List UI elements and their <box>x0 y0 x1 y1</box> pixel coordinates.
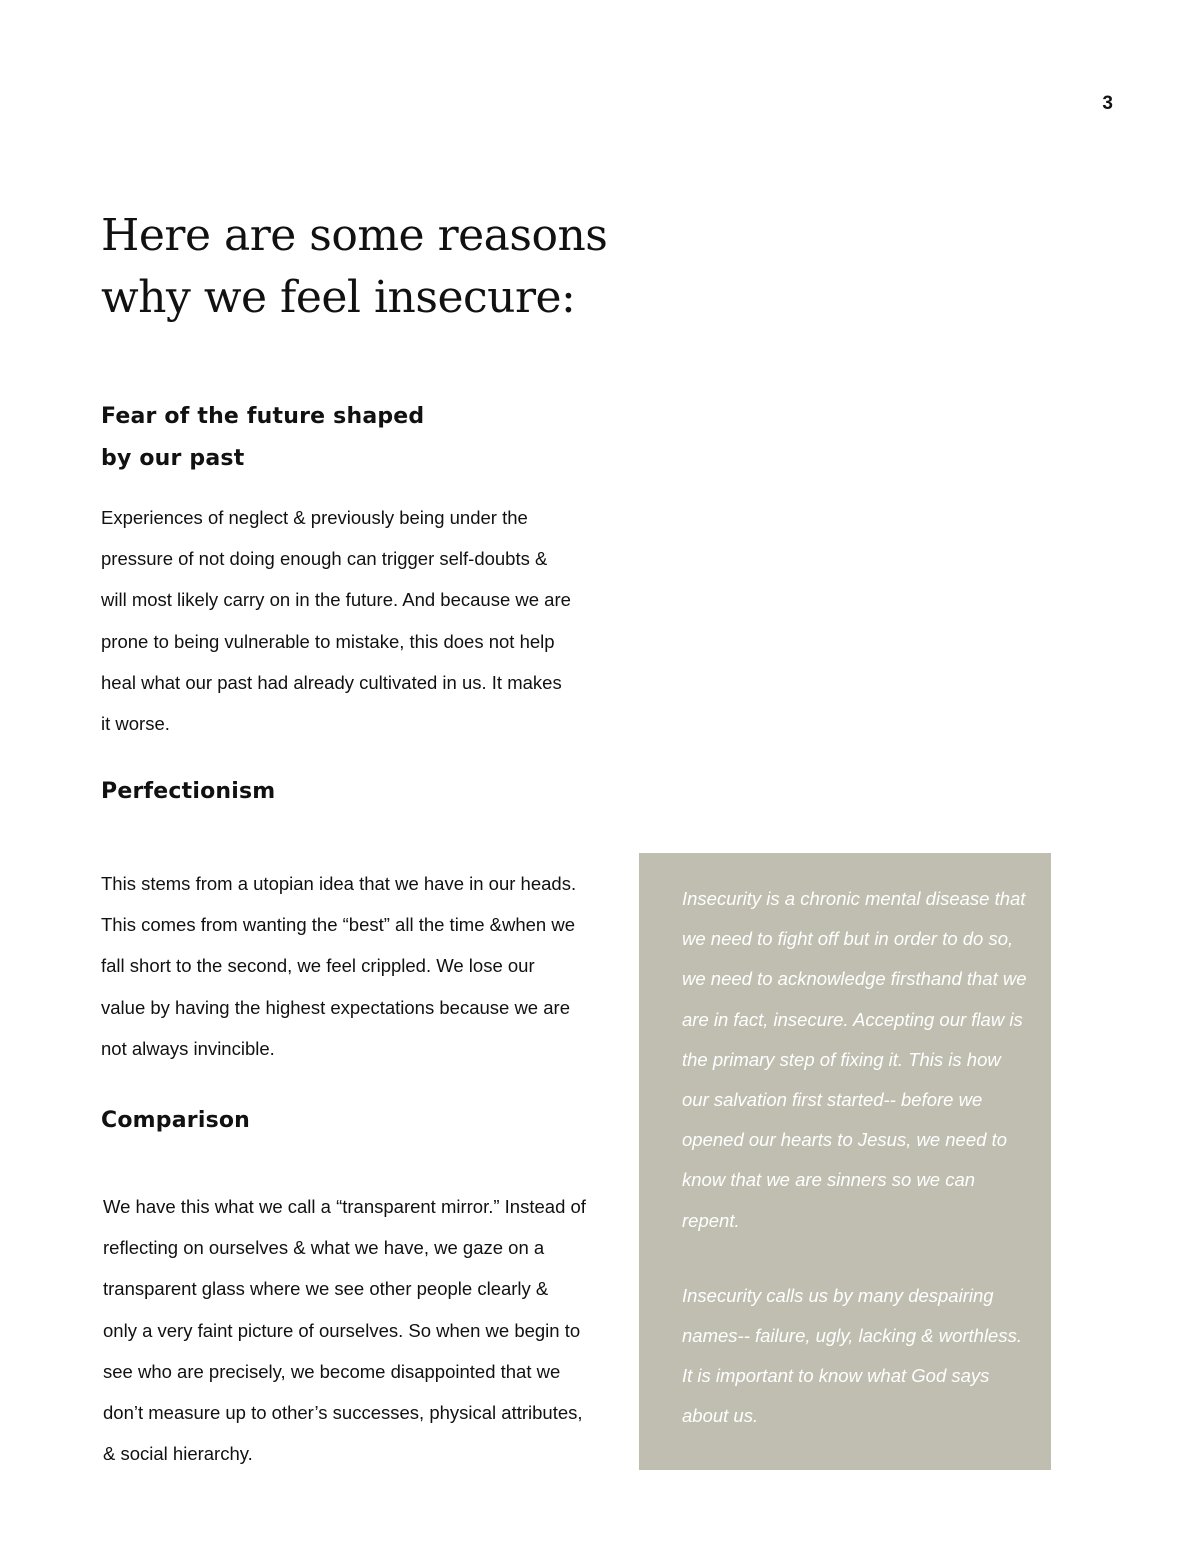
section-body-perfectionism: This stems from a utopian idea that we have in our heads. This comes from wanting the “best” all the time &when we fall short to the second, we feel crippled. We lose our value by having the highest expectations because we are not always invincible. <box>101 873 577 1059</box>
page-number: 3 <box>1102 93 1113 114</box>
page-title: Here are some reasons why we feel insecure: <box>101 210 608 323</box>
section-body-comparison: We have this what we call a “transparent mirror.” Instead of reflecting on ourselves & what we have, we gaze on a transparent glass where we see other people clearly & only a very faint picture of ourselves. So when we begin to see who are precisely, we become disappointed that we don’t measure up to other’s successes, physical attributes, & social hierarchy. <box>103 1196 586 1465</box>
callout-box <box>639 853 1051 1470</box>
section-heading-comparison: Comparison <box>101 1108 251 1133</box>
section-heading-perfectionism: Perfectionism <box>101 779 276 804</box>
callout-paragraph-1: Insecurity is a chronic mental disease that we need to fight off but in order to do so, we need to acknowledge firsthand that we are in fact, insecure. Accepting our flaw is the primary step of fixing it. This is how our salvation first started-- before we opened our hearts to Jesus, we need to know that we are sinners so we can repent. <box>682 888 1027 1231</box>
section-heading-fear: Fear of the future shaped by our past <box>101 404 425 471</box>
section-body-fear: Experiences of neglect & previously being under the pressure of not doing enough can trigger self-doubts & will most likely carry on in the future. And because we are prone to being vulnerable to mistake, this does not help heal what our past had already cultivated in us. It makes it worse. <box>101 507 571 735</box>
callout-paragraph-2: Insecurity calls us by many despairing names-- failure, ugly, lacking & worthless. It is important to know what God says about us. <box>682 1284 1022 1427</box>
